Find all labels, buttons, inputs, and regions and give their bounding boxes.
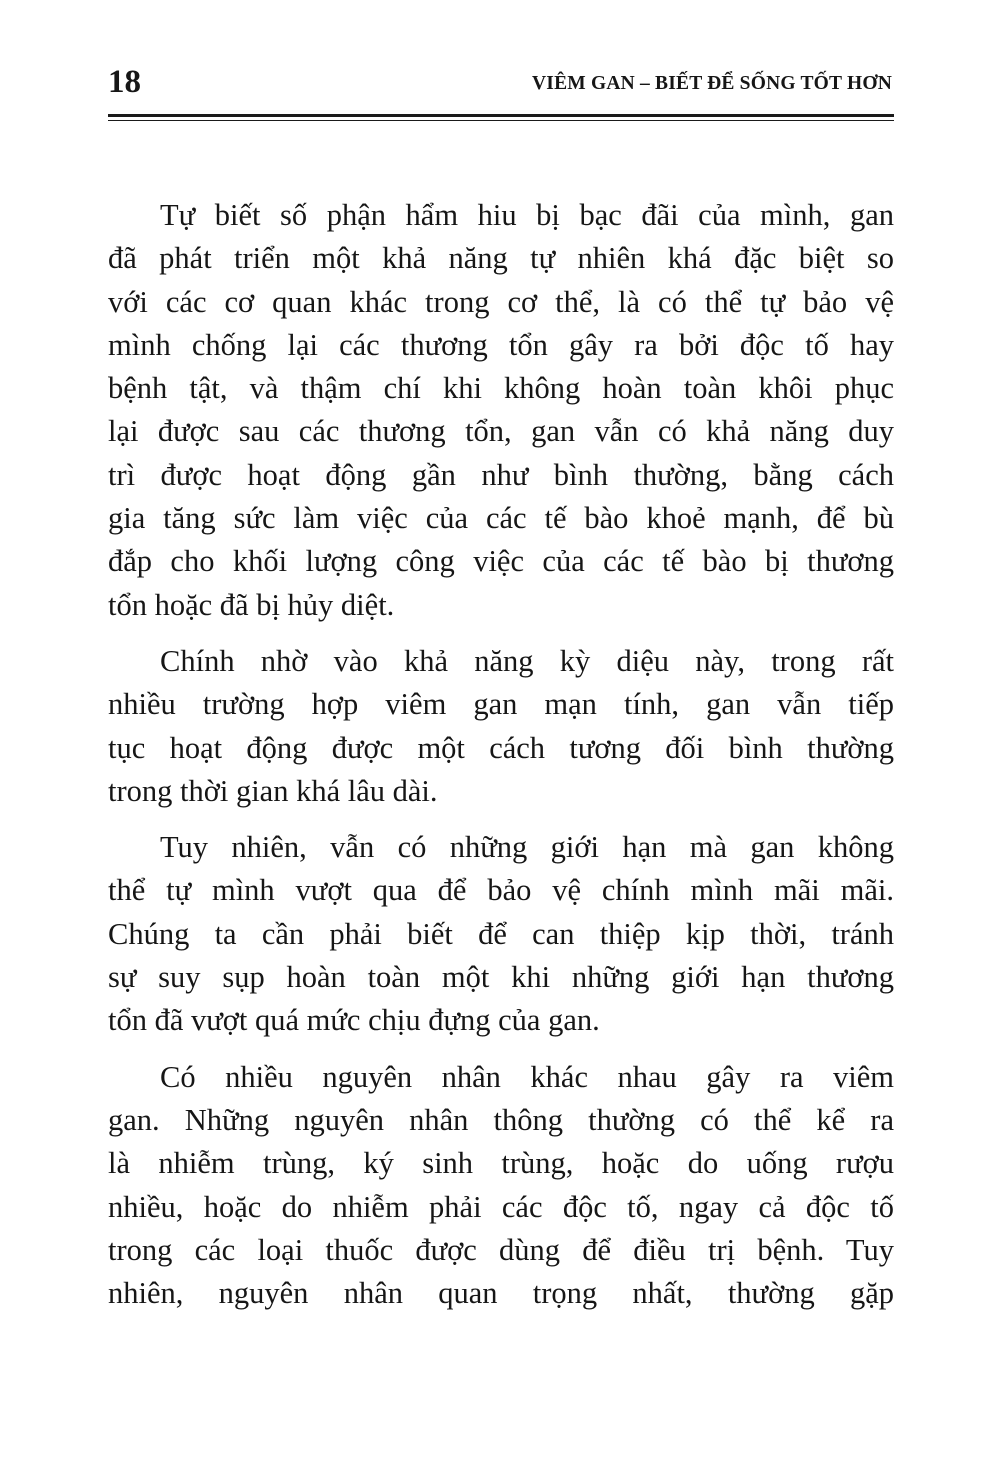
body-text [108,194,894,1328]
text-line: gia tăng sức làm việc của các tế bào khoẻ mạnh, để bù [108,501,894,536]
text-line: là nhiễm trùng, ký sinh trùng, hoặc do uống rượu [108,1146,894,1181]
text-line: trong thời gian khá lâu dài. [108,773,438,808]
header-rule-thick [108,114,894,117]
text-line: bệnh tật, và thậm chí khi không hoàn toàn khôi phục [108,371,894,406]
paragraph-1 [108,194,894,627]
text-line: nhiều, hoặc do nhiễm phải các độc tố, ngay cả độc tố [108,1189,894,1224]
text-line: Tuy nhiên, vẫn có những giới hạn mà gan không [160,830,894,865]
text-line: trong các loại thuốc được dùng để điều trị bệnh. Tuy [108,1232,894,1267]
paragraph-4 [108,1056,894,1316]
text-line: Có nhiều nguyên nhân khác nhau gây ra viêm [160,1059,894,1094]
text-line: với các cơ quan khác trong cơ thể, là có thể tự bảo vệ [108,284,894,319]
text-line: nhiên, nguyên nhân quan trọng nhất, thường gặp [108,1276,894,1311]
running-title: VIÊM GAN – BIẾT ĐỂ SỐNG TỐT HƠN [532,73,892,94]
text-line: gan. Những nguyên nhân thông thường có thể kể ra [108,1102,894,1137]
text-line: tục hoạt động được một cách tương đối bình thường [108,730,894,765]
text-line: Chính nhờ vào khả năng kỳ diệu này, trong rất [160,643,894,678]
text-line: mình chống lại các thương tổn gây ra bởi độc tố hay [108,327,894,362]
text-line: Chúng ta cần phải biết để can thiệp kịp thời, tránh [108,916,894,951]
paragraph-2 [108,640,894,813]
text-line: sự suy sụp hoàn toàn một khi những giới hạn thương [108,960,894,995]
text-line: trì được hoạt động gần như bình thường, bằng cách [108,457,894,492]
text-line: nhiều trường hợp viêm gan mạn tính, gan vẫn tiếp [108,687,894,722]
text-line: đã phát triển một khả năng tự nhiên khá đặc biệt so [108,241,894,276]
header-rule-thin [108,120,894,121]
text-line: Tự biết số phận hẩm hiu bị bạc đãi của mình, gan [160,198,894,232]
text-line: lại được sau các thương tổn, gan vẫn có khả năng duy [108,414,894,449]
text-line: tổn hoặc đã bị hủy diệt. [108,587,395,622]
text-line: đắp cho khối lượng công việc của các tế bào bị thương [108,544,894,579]
text-line: tổn đã vượt quá mức chịu đựng của gan. [108,1003,600,1038]
paragraph-3 [108,826,894,1042]
page-number: 18 [108,64,141,100]
text-line: thể tự mình vượt qua để bảo vệ chính mình mãi mãi. [108,873,894,908]
